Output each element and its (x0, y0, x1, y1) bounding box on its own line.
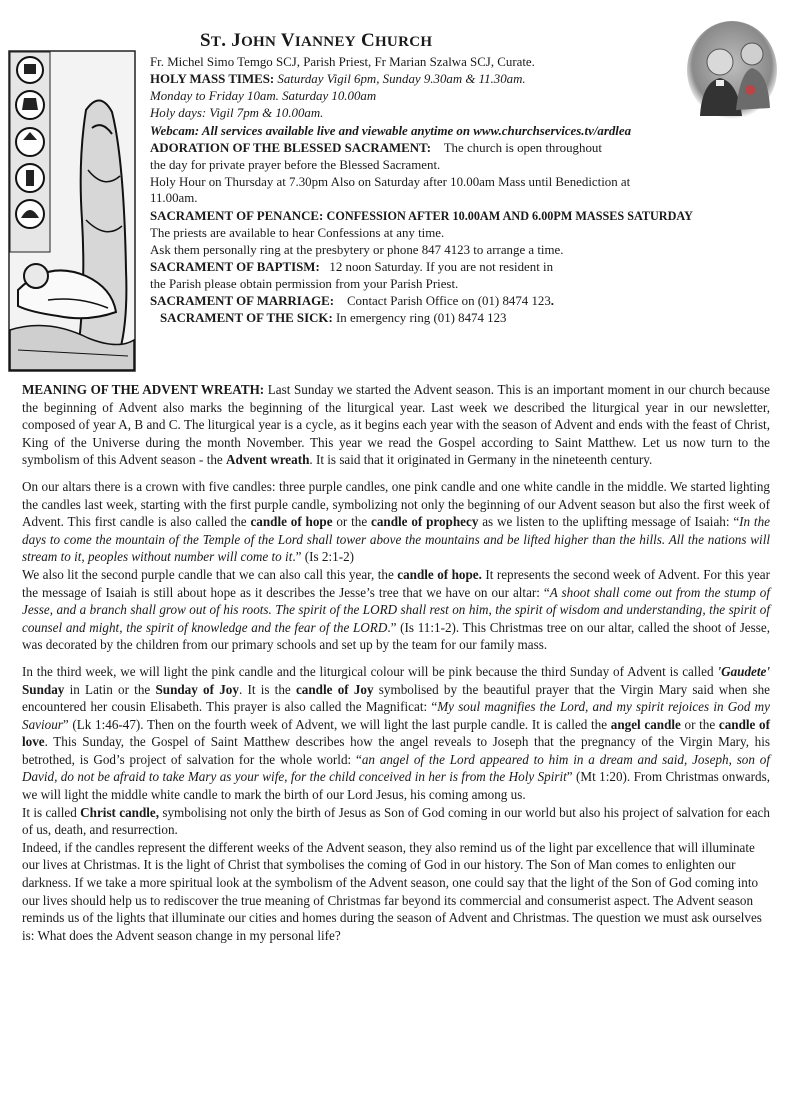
paragraph-1: MEANING OF THE ADVENT WREATH: Last Sunday we started the Advent season. This is an important moment in our church because the beginning of Advent also marks the beginning of the liturgical year. Last week we described the liturgical year in our newsletter, composed of year A, B and C. The liturgical year is a cycle, as it begins each year with the season of Advent and ends with the feast of Christ, King of the Universe during the month November. This year we read the Gospel according to Saint Matthew. Let us now turn to the symbolism of this Advent season - the Advent wreath. It is said that it originated in Germany in the nineteenth century. (22, 382, 770, 468)
mass-times-value: Saturday Vigil 6pm, Sunday 9.30am & 11.30am. (277, 72, 526, 86)
baptism-label: SACRAMENT OF BAPTISM: (150, 260, 320, 274)
holy-hour-line-2: 11.00am. (150, 191, 198, 205)
advent-article (22, 381, 770, 944)
mass-times-line (150, 71, 526, 88)
adoration-line (150, 140, 602, 157)
holy-days-line: Holy days: Vigil 7pm & 10.00am. (150, 106, 324, 120)
marriage-line: SACRAMENT OF MARRIAGE: Contact Parish Office on (01) 8474 123. (150, 294, 555, 308)
baptism-text: 12 noon Saturday. If you are not resident in (329, 260, 554, 274)
church-name: ST. JOHN VIANNEY CHURCH (200, 30, 433, 51)
paragraph-6: Indeed, if the candles represent the different weeks of the Advent season, they also remind us of the light par excellence that will illuminate our lives at Christmas. It is the light of Christ that symbolises the coming of God in our history. The Son of Man comes to enlighten our darkness. If we take a more spiritual look at the symbolism of the Advent season, one could say that the light of the Son of God coming into our lives should help us to rediscover the true meaning of Christmas far beyond its commercial and consumerist aspect. The Advent season reminds us of the lights that illuminate our cities and homes during the season of Advent and Christmas. The question we must ask ourselves is: What does the Advent season change in my personal life? (22, 839, 762, 943)
paragraph-5: It is called Christ candle, symbolising not only the birth of Jesus as Son of God coming in our world but also his project of salvation for each of us, death, and resurrection. (22, 804, 770, 838)
baptism-line-2: the Parish please obtain permission from your Parish Priest. (150, 277, 459, 291)
pieta-engraving (8, 50, 136, 372)
adoration-text: The church is open throughout (443, 141, 602, 155)
paragraph-2: On our altars there is a crown with five candles: three purple candles, one pink candle and one white candle in the middle. We started lighting the candles last week, starting with the first purple candle, symbolizing not only the beginning of our Advent season but also the first week of Advent. This first candle is also called the candle of hope or the candle of prophecy as we listen to the uplifting message of Isaiah: “In the days to come the mountain of the Temple of the Lord shall tower above the mountains and be lifted higher than the hills. All the nations will stream to it, peoples without number will come to it.” (Is 2:1-2) (22, 478, 770, 565)
sick-text: In emergency ring (01) 8474 123 (335, 311, 507, 325)
sick-line (160, 310, 507, 327)
webcam-line: Webcam: All services available live and viewable anytime on www.churchservices.tv/ardlea (150, 124, 632, 138)
paragraph-4: In the third week, we will light the pink candle and the liturgical colour will be pink because the third Sunday of Advent is called 'Gaudete' Sunday in Latin or the Sunday of Joy. It is the candle of Joy symbolised by the beautiful prayer that the Virgin Mary said when she encountered her cousin Elisabeth. This prayer is also called the Magnificat: “My soul magnifies the Lord, and my spirit rejoices in God my Saviour” (Lk 1:46-47). Then on the fourth week of Advent, we will light the last purple candle. It is called the angel candle or the candle of love. This Sunday, the Gospel of Saint Matthew describes how the angel reveals to Joseph that the pregnancy of the Virgin Mary, his betrothed, is God’s project of salvation for the whole world: “an angel of the Lord appeared to him in a dream and said, Joseph, son of David, do not be afraid to take Mary as your wife, for the child conceived in her is from the Holy Spirit” (Mt 1:20). From Christmas onwards, we will light the middle white candle to mark the birth of our Lord Jesus, his coming among us. (22, 663, 771, 803)
baptism-line (150, 259, 553, 276)
adoration-label: ADORATION OF THE BLESSED SACRAMENT: (150, 141, 432, 155)
penance-line (150, 208, 693, 225)
penance-label: SACRAMENT OF PENANCE: (150, 209, 324, 223)
marriage-label: SACRAMENT OF MARRIAGE: (150, 294, 335, 308)
weekday-mass-line: Monday to Friday 10am. Saturday 10.00am (150, 89, 377, 103)
paragraph-3: We also lit the second purple candle that we can also call this year, the candle of hope. It represents the second week of Advent. For this year the message of Isaiah is still about hope as it describes the Jesse’s tree that we have on our altar: “A shoot shall come out from the stump of Jesse, and a branch shall grow out of his roots. The spirit of the LORD shall rest on him, the spirit of wisdom and understanding, the spirit of counsel and might, the spirit of knowledge and the fear of the LORD.” (Is 11:1-2). This Christmas tree on our altar, called the shoot of Jesse, was decorated by the children from our primary schools and set up by the team for our family mass. (22, 566, 770, 653)
mass-times-label: HOLY MASS TIMES: (150, 72, 275, 86)
founder-portrait-photo (686, 20, 778, 120)
clergy-line: Fr. Michel Simo Temgo SCJ, Parish Priest, Fr Marian Szalwa SCJ, Curate. (150, 55, 535, 69)
bulletin-header (0, 0, 786, 372)
penance-line-3: Ask them personally ring at the presbytery or phone 847 4123 to arrange a time. (150, 243, 564, 257)
adoration-line-2: the day for private prayer before the Blessed Sacrament. (150, 158, 441, 172)
holy-hour-line: Holy Hour on Thursday at 7.30pm Also on Saturday after 10.00am Mass until Benediction at (150, 175, 631, 189)
penance-times: CONFESSION AFTER 10.00AM AND 6.00PM MASSES SATURDAY (326, 209, 693, 223)
penance-line-2: The priests are available to hear Confessions at any time. (150, 226, 445, 240)
article-heading: MEANING OF THE ADVENT WREATH: (22, 382, 265, 397)
marriage-text: Contact Parish Office on (01) 8474 123 (346, 294, 551, 308)
sick-label: SACRAMENT OF THE SICK: (160, 311, 333, 325)
